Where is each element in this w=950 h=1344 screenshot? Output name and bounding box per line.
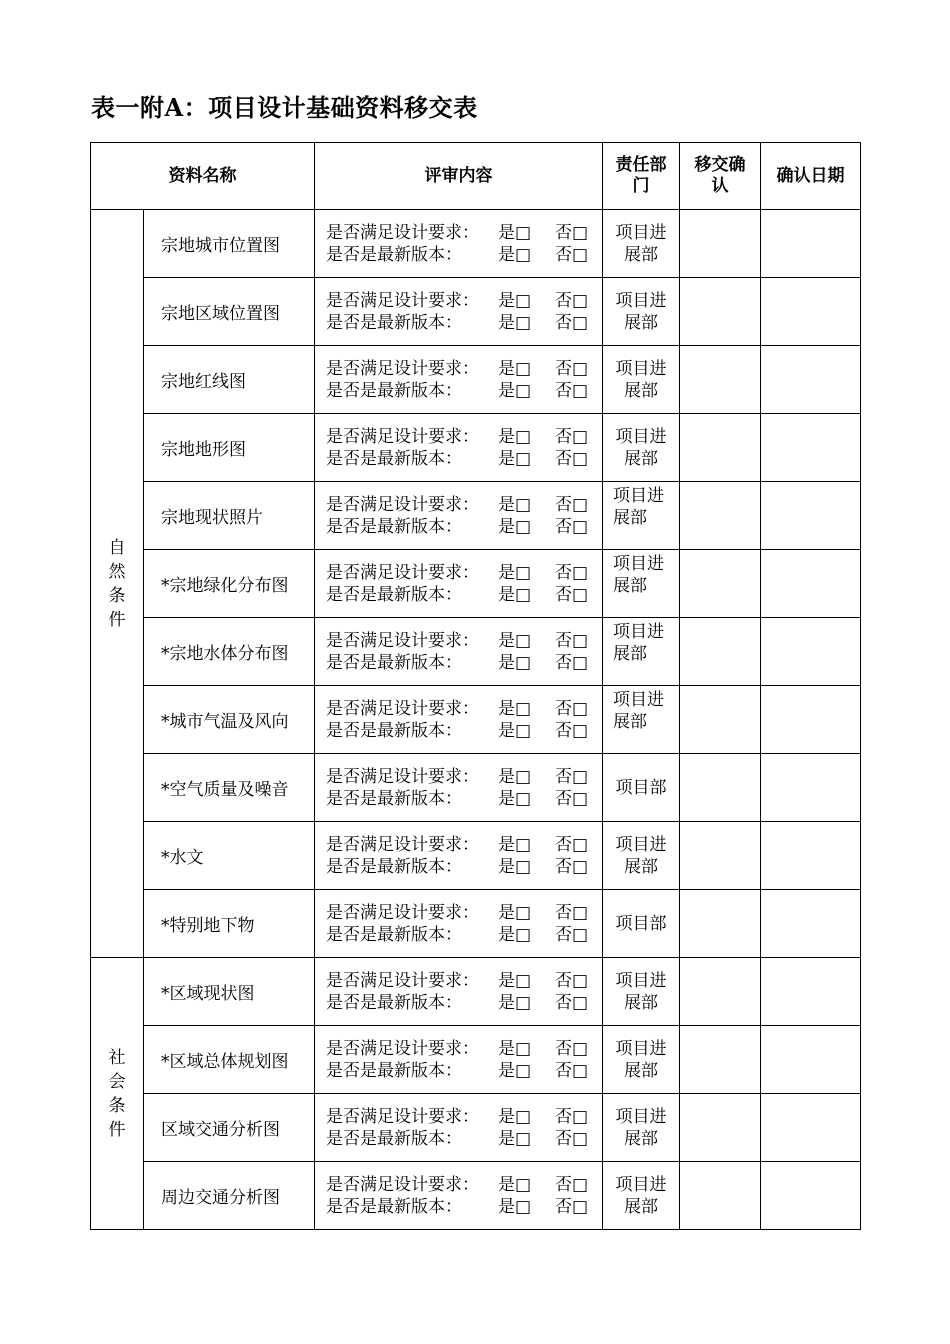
category-label: 自然条件 (108, 537, 126, 630)
no-checkbox[interactable]: 否□ (555, 856, 589, 877)
yes-checkbox[interactable]: 是□ (498, 834, 532, 855)
material-name: *空气质量及噪音 (144, 754, 315, 822)
yes-checkbox[interactable]: 是□ (498, 426, 532, 447)
transfer-confirm-cell[interactable] (680, 550, 761, 618)
transfer-confirm-cell[interactable] (680, 686, 761, 754)
responsible-dept (603, 958, 680, 1026)
no-checkbox[interactable]: 否□ (555, 426, 589, 447)
material-name: 宗地区域位置图 (144, 278, 315, 346)
material-name: *区域现状图 (144, 958, 315, 1026)
transfer-confirm-cell[interactable] (680, 346, 761, 414)
category-label: 社会条件 (108, 1047, 126, 1140)
material-name: 区域交通分析图 (144, 1094, 315, 1162)
responsible-dept (603, 210, 680, 278)
table-row (91, 550, 861, 618)
question-design-requirement: 是否满足设计要求： (326, 970, 479, 991)
header-confirm: 移交确认 (680, 143, 761, 210)
responsible-dept (603, 686, 680, 754)
table-row (91, 618, 861, 686)
yes-checkbox[interactable]: 是□ (498, 448, 532, 469)
review-content (315, 618, 603, 686)
no-checkbox[interactable]: 否□ (555, 312, 589, 333)
table-row (91, 346, 861, 414)
question-design-requirement: 是否满足设计要求： (326, 902, 479, 923)
question-latest-version: 是否是最新版本： (326, 856, 462, 877)
question-latest-version: 是否是最新版本： (326, 244, 462, 265)
table-row (91, 210, 861, 278)
dept-label: 项目进展部 (615, 358, 667, 401)
review-content (315, 686, 603, 754)
table-row (91, 890, 861, 958)
dept-label: 项目进展部 (613, 690, 664, 732)
yes-checkbox[interactable]: 是□ (498, 970, 532, 991)
question-design-requirement: 是否满足设计要求： (326, 1174, 479, 1195)
responsible-dept (603, 414, 680, 482)
transfer-confirm-cell[interactable] (680, 618, 761, 686)
review-content (315, 1094, 603, 1162)
table-row (91, 482, 861, 550)
dept-label: 项目进展部 (613, 622, 664, 664)
yes-checkbox[interactable]: 是□ (498, 1174, 532, 1195)
transfer-confirm-cell[interactable] (680, 1026, 761, 1094)
dept-label: 项目进展部 (615, 834, 667, 877)
no-checkbox[interactable]: 否□ (555, 1174, 589, 1195)
material-name: *特别地下物 (144, 890, 315, 958)
question-design-requirement: 是否满足设计要求： (326, 1106, 479, 1127)
question-latest-version: 是否是最新版本： (326, 652, 462, 673)
confirm-date-cell[interactable] (761, 1162, 861, 1230)
yes-checkbox[interactable]: 是□ (498, 992, 532, 1013)
material-name: *宗地绿化分布图 (144, 550, 315, 618)
material-name: 宗地地形图 (144, 414, 315, 482)
yes-checkbox[interactable]: 是□ (498, 222, 532, 243)
no-checkbox[interactable]: 否□ (555, 562, 589, 583)
question-design-requirement: 是否满足设计要求： (326, 562, 479, 583)
yes-checkbox[interactable]: 是□ (498, 1038, 532, 1059)
no-checkbox[interactable]: 否□ (555, 494, 589, 515)
no-checkbox[interactable]: 否□ (555, 766, 589, 787)
transfer-confirm-cell[interactable] (680, 890, 761, 958)
confirm-date-cell[interactable] (761, 1094, 861, 1162)
responsible-dept (603, 482, 680, 550)
material-name: *宗地水体分布图 (144, 618, 315, 686)
question-design-requirement: 是否满足设计要求： (326, 222, 479, 243)
question-design-requirement: 是否满足设计要求： (326, 290, 479, 311)
material-name: 宗地现状照片 (144, 482, 315, 550)
yes-checkbox[interactable]: 是□ (498, 380, 532, 401)
yes-checkbox[interactable]: 是□ (498, 856, 532, 877)
question-latest-version: 是否是最新版本： (326, 1128, 462, 1149)
table-header-row (91, 143, 861, 210)
question-latest-version: 是否是最新版本： (326, 312, 462, 333)
header-review: 评审内容 (315, 143, 603, 210)
yes-checkbox[interactable]: 是□ (498, 1128, 532, 1149)
material-name: 周边交通分析图 (144, 1162, 315, 1230)
transfer-table (90, 142, 861, 1230)
review-content (315, 822, 603, 890)
transfer-confirm-cell[interactable] (680, 822, 761, 890)
transfer-confirm-cell[interactable] (680, 414, 761, 482)
question-latest-version: 是否是最新版本： (326, 448, 462, 469)
question-latest-version: 是否是最新版本： (326, 788, 462, 809)
review-content (315, 1026, 603, 1094)
no-checkbox[interactable]: 否□ (555, 1128, 589, 1149)
dept-label: 项目进展部 (615, 222, 667, 265)
confirm-date-cell[interactable] (761, 1026, 861, 1094)
no-checkbox[interactable]: 否□ (555, 1196, 589, 1217)
no-checkbox[interactable]: 否□ (555, 834, 589, 855)
question-latest-version: 是否是最新版本： (326, 924, 462, 945)
no-checkbox[interactable]: 否□ (555, 584, 589, 605)
question-latest-version: 是否是最新版本： (326, 380, 462, 401)
question-design-requirement: 是否满足设计要求： (326, 766, 479, 787)
no-checkbox[interactable]: 否□ (555, 1060, 589, 1081)
no-checkbox[interactable]: 否□ (555, 1038, 589, 1059)
dept-label: 项目部 (615, 913, 667, 934)
responsible-dept (603, 346, 680, 414)
yes-checkbox[interactable]: 是□ (498, 652, 532, 673)
confirm-date-cell[interactable] (761, 890, 861, 958)
no-checkbox[interactable]: 否□ (555, 924, 589, 945)
dept-label: 项目部 (615, 777, 667, 798)
yes-checkbox[interactable]: 是□ (498, 630, 532, 651)
material-name: *水文 (144, 822, 315, 890)
review-content (315, 958, 603, 1026)
table-row (91, 686, 861, 754)
confirm-date-cell[interactable] (761, 550, 861, 618)
no-checkbox[interactable]: 否□ (555, 652, 589, 673)
question-design-requirement: 是否满足设计要求： (326, 426, 479, 447)
transfer-confirm-cell[interactable] (680, 482, 761, 550)
yes-checkbox[interactable]: 是□ (498, 358, 532, 379)
table-row (91, 414, 861, 482)
yes-checkbox[interactable]: 是□ (498, 788, 532, 809)
transfer-confirm-cell[interactable] (680, 754, 761, 822)
question-latest-version: 是否是最新版本： (326, 1060, 462, 1081)
yes-checkbox[interactable]: 是□ (498, 244, 532, 265)
table-row (91, 1094, 861, 1162)
no-checkbox[interactable]: 否□ (555, 788, 589, 809)
responsible-dept (603, 618, 680, 686)
confirm-date-cell[interactable] (761, 482, 861, 550)
page-title: 表一附A：项目设计基础资料移交表 (91, 93, 478, 122)
responsible-dept (603, 1094, 680, 1162)
dept-label: 项目进展部 (615, 1106, 667, 1149)
yes-checkbox[interactable]: 是□ (498, 312, 532, 333)
yes-checkbox[interactable]: 是□ (498, 290, 532, 311)
no-checkbox[interactable]: 否□ (555, 698, 589, 719)
material-name: 宗地城市位置图 (144, 210, 315, 278)
table-row (91, 1162, 861, 1230)
dept-label: 项目进展部 (615, 970, 667, 1013)
dept-label: 项目进展部 (615, 290, 667, 333)
question-latest-version: 是否是最新版本： (326, 584, 462, 605)
header-name: 资料名称 (91, 143, 315, 210)
no-checkbox[interactable]: 否□ (555, 290, 589, 311)
yes-checkbox[interactable]: 是□ (498, 516, 532, 537)
responsible-dept (603, 1162, 680, 1230)
no-checkbox[interactable]: 否□ (555, 1106, 589, 1127)
table-row (91, 754, 861, 822)
material-name: *区域总体规划图 (144, 1026, 315, 1094)
review-content (315, 482, 603, 550)
question-design-requirement: 是否满足设计要求： (326, 630, 479, 651)
no-checkbox[interactable]: 否□ (555, 358, 589, 379)
responsible-dept (603, 1026, 680, 1094)
material-name: 宗地红线图 (144, 346, 315, 414)
question-latest-version: 是否是最新版本： (326, 720, 462, 741)
dept-label: 项目进展部 (615, 1174, 667, 1217)
question-design-requirement: 是否满足设计要求： (326, 834, 479, 855)
header-dept: 责任部门 (603, 143, 680, 210)
question-design-requirement: 是否满足设计要求： (326, 494, 479, 515)
no-checkbox[interactable]: 否□ (555, 222, 589, 243)
header-date: 确认日期 (761, 143, 861, 210)
no-checkbox[interactable]: 否□ (555, 630, 589, 651)
no-checkbox[interactable]: 否□ (555, 380, 589, 401)
yes-checkbox[interactable]: 是□ (498, 902, 532, 923)
confirm-date-cell[interactable] (761, 278, 861, 346)
question-design-requirement: 是否满足设计要求： (326, 1038, 479, 1059)
question-latest-version: 是否是最新版本： (326, 1196, 462, 1217)
transfer-confirm-cell[interactable] (680, 210, 761, 278)
question-latest-version: 是否是最新版本： (326, 516, 462, 537)
review-content (315, 890, 603, 958)
dept-label: 项目进展部 (613, 554, 664, 596)
responsible-dept (603, 890, 680, 958)
yes-checkbox[interactable]: 是□ (498, 584, 532, 605)
table-row (91, 958, 861, 1026)
dept-label: 项目进展部 (615, 426, 667, 469)
table-row (91, 278, 861, 346)
no-checkbox[interactable]: 否□ (555, 516, 589, 537)
responsible-dept (603, 754, 680, 822)
review-content (315, 1162, 603, 1230)
review-content (315, 210, 603, 278)
responsible-dept (603, 822, 680, 890)
review-content (315, 754, 603, 822)
confirm-date-cell[interactable] (761, 210, 861, 278)
yes-checkbox[interactable]: 是□ (498, 924, 532, 945)
yes-checkbox[interactable]: 是□ (498, 698, 532, 719)
question-design-requirement: 是否满足设计要求： (326, 698, 479, 719)
transfer-confirm-cell[interactable] (680, 1162, 761, 1230)
dept-label: 项目进展部 (613, 486, 664, 528)
yes-checkbox[interactable]: 是□ (498, 1196, 532, 1217)
responsible-dept (603, 550, 680, 618)
review-content (315, 346, 603, 414)
confirm-date-cell[interactable] (761, 346, 861, 414)
confirm-date-cell[interactable] (761, 822, 861, 890)
table-row (91, 1026, 861, 1094)
yes-checkbox[interactable]: 是□ (498, 720, 532, 741)
transfer-confirm-cell[interactable] (680, 1094, 761, 1162)
material-name: *城市气温及风向 (144, 686, 315, 754)
no-checkbox[interactable]: 否□ (555, 448, 589, 469)
yes-checkbox[interactable]: 是□ (498, 1060, 532, 1081)
no-checkbox[interactable]: 否□ (555, 902, 589, 923)
confirm-date-cell[interactable] (761, 958, 861, 1026)
no-checkbox[interactable]: 否□ (555, 992, 589, 1013)
yes-checkbox[interactable]: 是□ (498, 766, 532, 787)
transfer-confirm-cell[interactable] (680, 958, 761, 1026)
confirm-date-cell[interactable] (761, 754, 861, 822)
review-content (315, 278, 603, 346)
responsible-dept (603, 278, 680, 346)
yes-checkbox[interactable]: 是□ (498, 562, 532, 583)
confirm-date-cell[interactable] (761, 686, 861, 754)
confirm-date-cell[interactable] (761, 414, 861, 482)
dept-label: 项目进展部 (615, 1038, 667, 1081)
yes-checkbox[interactable]: 是□ (498, 494, 532, 515)
transfer-confirm-cell[interactable] (680, 278, 761, 346)
no-checkbox[interactable]: 否□ (555, 970, 589, 991)
no-checkbox[interactable]: 否□ (555, 244, 589, 265)
yes-checkbox[interactable]: 是□ (498, 1106, 532, 1127)
category-cell (91, 958, 144, 1230)
review-content (315, 550, 603, 618)
question-latest-version: 是否是最新版本： (326, 992, 462, 1013)
category-cell (91, 210, 144, 958)
table-row (91, 822, 861, 890)
question-design-requirement: 是否满足设计要求： (326, 358, 479, 379)
review-content (315, 414, 603, 482)
no-checkbox[interactable]: 否□ (555, 720, 589, 741)
confirm-date-cell[interactable] (761, 618, 861, 686)
